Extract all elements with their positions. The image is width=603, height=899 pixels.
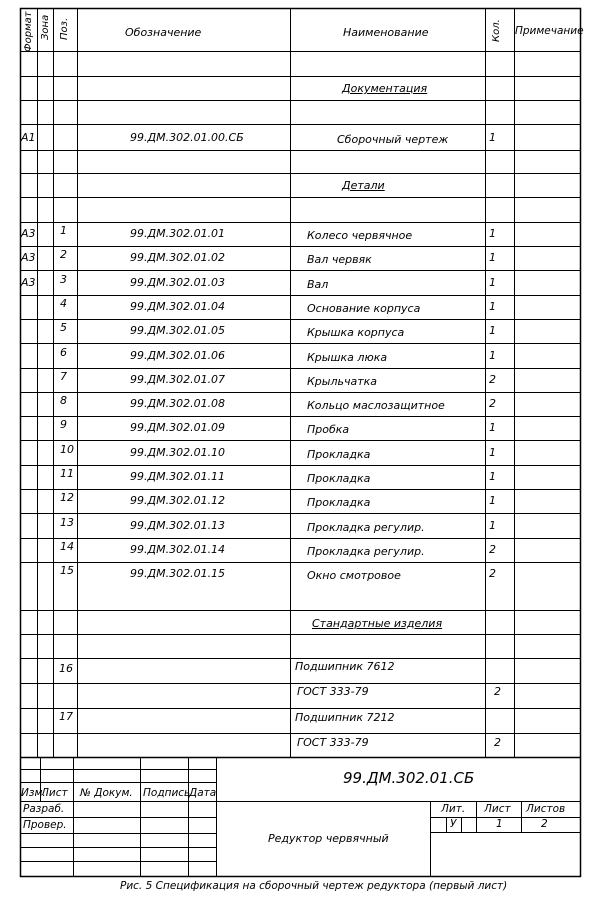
tb-sheet-label: Лист — [484, 803, 511, 815]
row-name: Колесо червячное — [307, 229, 413, 242]
std-gost: ГОСТ 333-79 — [297, 685, 369, 698]
row-pos: 9 — [60, 418, 67, 431]
std-gost: ГОСТ 333-79 — [297, 736, 369, 749]
header-name: Наименование — [343, 26, 429, 39]
row-pos: 13 — [60, 516, 74, 529]
row-qty: 1 — [489, 131, 496, 144]
product-name: Редуктор червячный — [268, 832, 389, 845]
row-name: Крыльчатка — [307, 375, 378, 388]
row-format: A3 — [21, 251, 36, 264]
row-designation: 99.ДМ.302.01.06 — [130, 349, 226, 362]
header-pos: Поз. — [59, 17, 70, 40]
row-designation: 99.ДМ.302.01.01 — [130, 227, 226, 240]
row-pos: 8 — [60, 394, 67, 407]
header-zone: Зона — [40, 14, 51, 40]
row-designation: 99.ДМ.302.01.05 — [130, 324, 226, 337]
row-designation: 99.ДМ.302.01.11 — [130, 470, 226, 483]
row-qty: 1 — [489, 300, 496, 313]
row-name: Прокладка — [307, 496, 371, 509]
row-designation: 99.ДМ.302.01.15 — [130, 567, 226, 580]
row-name: Прокладка — [307, 448, 371, 461]
std-name: Подшипник 7212 — [295, 711, 395, 724]
figure-caption: Рис. 5 Спецификация на сборочный чертеж редуктора (первый лист) — [120, 880, 508, 892]
row-qty: 2 — [489, 543, 496, 556]
row-pos: 2 — [60, 248, 67, 261]
row-pos: 12 — [60, 491, 74, 504]
row-format: A3 — [21, 227, 36, 240]
row-pos: 1 — [60, 224, 67, 237]
row-qty: 1 — [489, 349, 496, 362]
row-designation: 99.ДМ.302.01.10 — [130, 446, 226, 459]
std-qty: 2 — [494, 736, 501, 749]
row-qty: 2 — [489, 567, 496, 580]
row-designation: 99.ДМ.302.01.00.СБ — [130, 131, 244, 144]
tb-razrab: Разраб. — [23, 803, 65, 815]
row-name: Крышка люка — [307, 351, 388, 364]
std-name: Подшипник 7612 — [295, 660, 395, 673]
tb-list: Лист — [41, 787, 68, 799]
row-designation: 99.ДМ.302.01.02 — [130, 251, 226, 264]
tb-prover: Провер. — [23, 819, 67, 831]
row-pos: 11 — [60, 467, 74, 480]
doc-code: 99.ДМ.302.01.СБ — [343, 769, 475, 787]
tb-izm: Изм. — [21, 787, 46, 799]
row-pos: 15 — [60, 564, 74, 577]
row-name: Окно смотровое — [307, 569, 401, 582]
tb-sheet-value: 1 — [496, 818, 503, 830]
section-documentation: Документация — [342, 82, 428, 95]
row-qty: 2 — [489, 397, 496, 410]
row-name: Сборочный чертеж — [337, 133, 449, 146]
row-name: Основание корпуса — [307, 302, 421, 315]
tb-lit-value: У — [450, 818, 457, 830]
row-qty: 1 — [489, 251, 496, 264]
row-qty: 1 — [489, 470, 496, 483]
row-format: A1 — [21, 131, 36, 144]
header-format: Формат — [23, 11, 34, 52]
tb-doc-no: № Докум. — [80, 787, 133, 799]
section-standard: Стандартные изделия — [312, 617, 443, 630]
row-name: Пробка — [307, 423, 350, 436]
row-designation: 99.ДМ.302.01.13 — [130, 519, 226, 532]
row-name: Прокладка регулир. — [307, 521, 425, 534]
row-qty: 1 — [489, 276, 496, 289]
row-name: Прокладка — [307, 472, 371, 485]
row-pos: 5 — [60, 321, 67, 334]
row-qty: 1 — [489, 519, 496, 532]
row-name: Кольцо маслозащитное — [307, 399, 445, 412]
header-note: Примечание — [515, 25, 584, 37]
row-pos: 6 — [60, 346, 67, 359]
row-pos: 10 — [60, 443, 74, 456]
tb-date: Дата — [189, 787, 217, 799]
row-name: Вал червяк — [307, 253, 372, 266]
row-qty: 1 — [489, 494, 496, 507]
header-designation: Обозначение — [125, 26, 202, 39]
row-qty: 1 — [489, 227, 496, 240]
row-designation: 99.ДМ.302.01.03 — [130, 276, 226, 289]
row-pos: 4 — [60, 297, 67, 310]
row-name: Крышка корпуса — [307, 326, 405, 339]
row-qty: 1 — [489, 446, 496, 459]
row-pos: 7 — [60, 370, 67, 383]
row-designation: 99.ДМ.302.01.04 — [130, 300, 226, 313]
row-name: Вал — [307, 278, 329, 291]
section-details: Детали — [342, 179, 385, 192]
row-pos: 3 — [60, 273, 67, 286]
row-qty: 1 — [489, 421, 496, 434]
row-qty: 1 — [489, 324, 496, 337]
row-designation: 99.ДМ.302.01.14 — [130, 543, 226, 556]
row-qty: 2 — [489, 373, 496, 386]
tb-sheets-label: Листов — [526, 803, 566, 815]
tb-sheets-value: 2 — [541, 818, 548, 830]
row-format: A3 — [21, 276, 36, 289]
std-pos: 17 — [59, 710, 73, 723]
row-designation: 99.ДМ.302.01.12 — [130, 494, 226, 507]
header-qty: Кол. — [491, 19, 502, 42]
std-pos: 16 — [59, 662, 73, 675]
std-qty: 2 — [494, 685, 501, 698]
row-pos: 14 — [60, 540, 74, 553]
row-designation: 99.ДМ.302.01.08 — [130, 397, 226, 410]
row-name: Прокладка регулир. — [307, 545, 425, 558]
row-designation: 99.ДМ.302.01.07 — [130, 373, 226, 386]
tb-sign: Подпись — [143, 787, 191, 799]
row-designation: 99.ДМ.302.01.09 — [130, 421, 226, 434]
tb-lit-label: Лит. — [441, 803, 466, 815]
